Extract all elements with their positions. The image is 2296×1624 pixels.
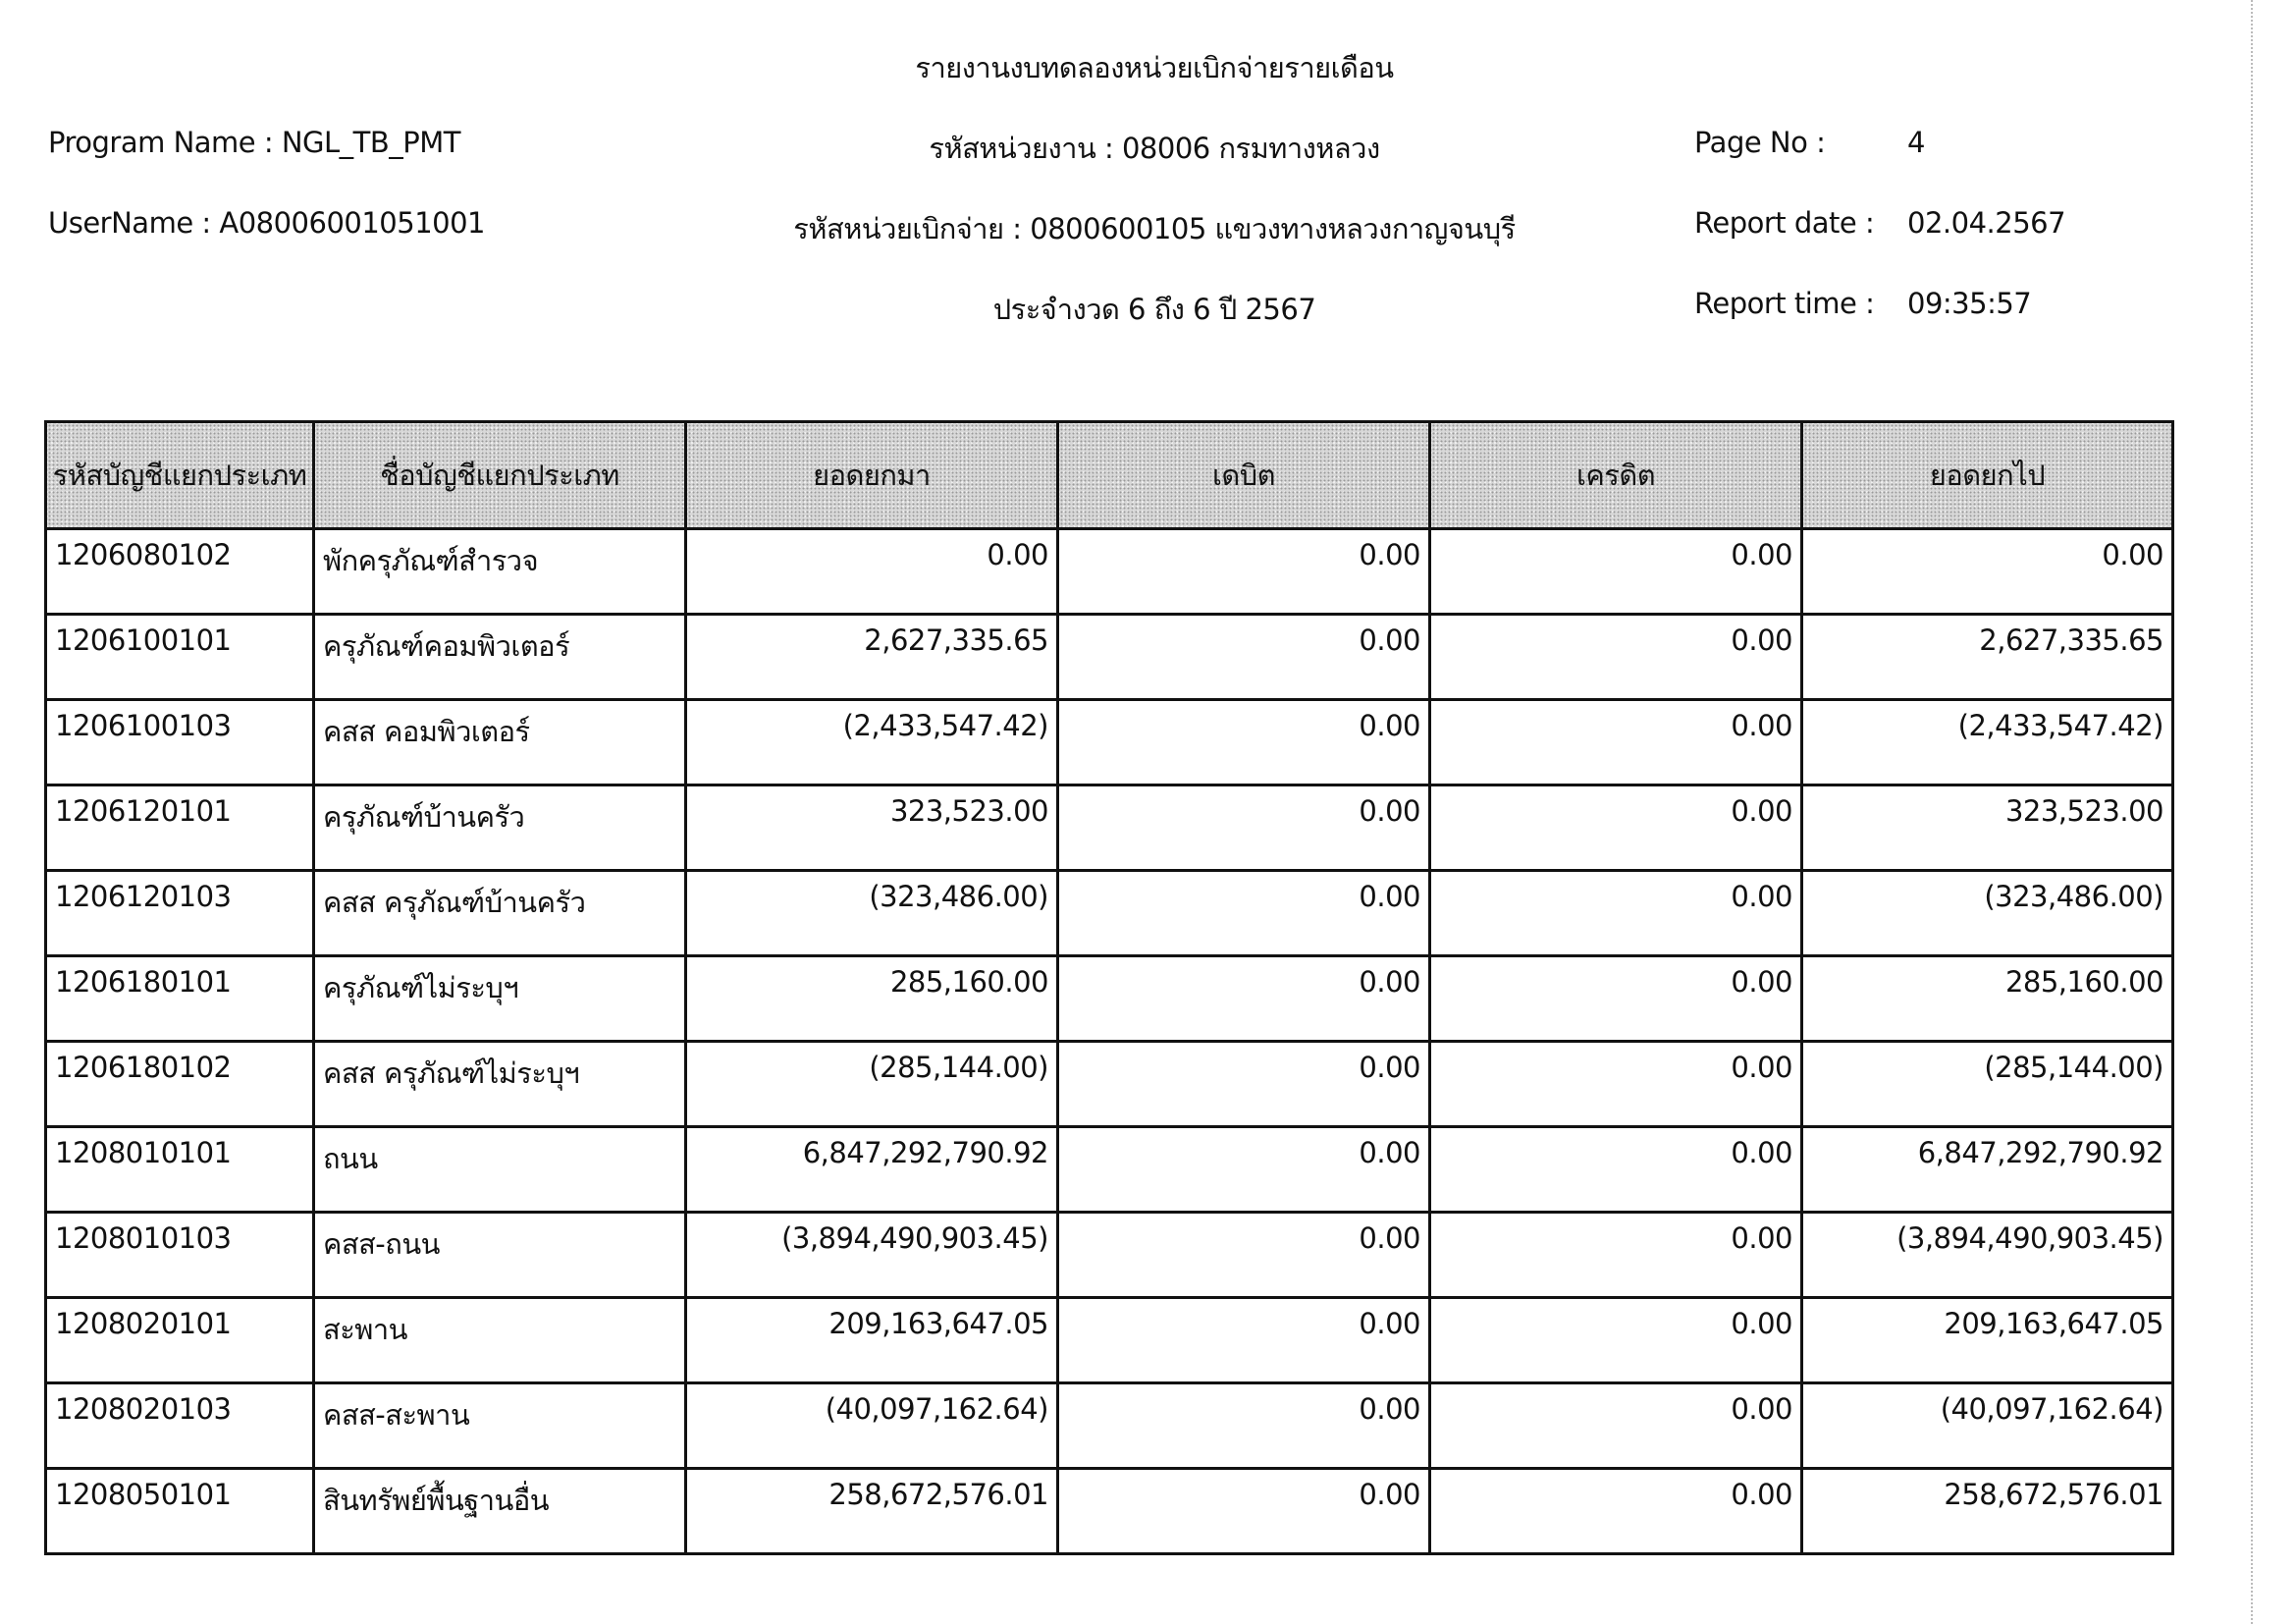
cell-debit: 0.00 — [1058, 956, 1430, 1042]
cell-account-name: พักครุภัณฑ์สำรวจ — [314, 529, 686, 615]
table-row — [46, 1469, 2173, 1554]
cell-account-code: 1206100101 — [46, 615, 314, 700]
program-name: Program Name : NGL_TB_PMT — [48, 126, 460, 159]
cell-closing-balance: 285,160.00 — [1802, 956, 2173, 1042]
table-row — [46, 529, 2173, 615]
cell-account-code: 1206180101 — [46, 956, 314, 1042]
page-no-value: 4 — [1907, 126, 1925, 159]
cell-credit: 0.00 — [1430, 1298, 1802, 1383]
cell-credit: 0.00 — [1430, 956, 1802, 1042]
table-row — [46, 700, 2173, 785]
cell-account-code: 1208050101 — [46, 1469, 314, 1554]
cell-opening-balance: 258,672,576.01 — [686, 1469, 1058, 1554]
cell-debit: 0.00 — [1058, 1042, 1430, 1127]
cell-account-code: 1208020101 — [46, 1298, 314, 1383]
cell-credit: 0.00 — [1430, 529, 1802, 615]
cell-credit: 0.00 — [1430, 700, 1802, 785]
table-row — [46, 871, 2173, 956]
cell-closing-balance: 2,627,335.65 — [1802, 615, 2173, 700]
cell-closing-balance: (2,433,547.42) — [1802, 700, 2173, 785]
cell-account-name: ถนน — [314, 1127, 686, 1213]
cell-account-code: 1208020103 — [46, 1383, 314, 1469]
report-date-value: 02.04.2567 — [1907, 206, 2066, 240]
cell-closing-balance: (323,486.00) — [1802, 871, 2173, 956]
cell-opening-balance: (3,894,490,903.45) — [686, 1213, 1058, 1298]
cell-debit: 0.00 — [1058, 700, 1430, 785]
cell-opening-balance: (40,097,162.64) — [686, 1383, 1058, 1469]
department-code: รหัสหน่วยงาน : 08006 กรมทางหลวง — [929, 132, 1380, 165]
table-row — [46, 1213, 2173, 1298]
cell-opening-balance: 0.00 — [686, 529, 1058, 615]
column-header-account-code: รหัสบัญชีแยกประเภท — [46, 422, 314, 529]
cell-account-name: ครุภัณฑ์คอมพิวเตอร์ — [314, 615, 686, 700]
cell-credit: 0.00 — [1430, 1042, 1802, 1127]
trial-balance-table — [44, 420, 2174, 1555]
cell-closing-balance: 0.00 — [1802, 529, 2173, 615]
cell-debit: 0.00 — [1058, 1213, 1430, 1298]
cell-closing-balance: (3,894,490,903.45) — [1802, 1213, 2173, 1298]
cell-account-name: สะพาน — [314, 1298, 686, 1383]
table-row — [46, 1383, 2173, 1469]
cell-account-code: 1206120103 — [46, 871, 314, 956]
cell-account-name: สินทรัพย์พื้นฐานอื่น — [314, 1469, 686, 1554]
disbursement-unit: รหัสหน่วยเบิกจ่าย : 0800600105 แขวงทางหลวงกาญจนบุรี — [793, 212, 1516, 245]
table-row — [46, 1127, 2173, 1213]
cell-account-name: คสส ครุภัณฑ์บ้านครัว — [314, 871, 686, 956]
cell-credit: 0.00 — [1430, 1469, 1802, 1554]
cell-closing-balance: (285,144.00) — [1802, 1042, 2173, 1127]
cell-account-name: คสส-ถนน — [314, 1213, 686, 1298]
cell-closing-balance: 6,847,292,790.92 — [1802, 1127, 2173, 1213]
cell-credit: 0.00 — [1430, 785, 1802, 871]
page-no-label: Page No : — [1694, 126, 1826, 159]
cell-debit: 0.00 — [1058, 529, 1430, 615]
cell-account-name: คสส-สะพาน — [314, 1383, 686, 1469]
cell-credit: 0.00 — [1430, 1127, 1802, 1213]
cell-opening-balance: 209,163,647.05 — [686, 1298, 1058, 1383]
column-header-opening-balance: ยอดยกมา — [686, 422, 1058, 529]
table-header-row — [46, 422, 2173, 529]
cell-opening-balance: 2,627,335.65 — [686, 615, 1058, 700]
cell-account-code: 1206180102 — [46, 1042, 314, 1127]
cell-account-name: ครุภัณฑ์บ้านครัว — [314, 785, 686, 871]
cell-debit: 0.00 — [1058, 615, 1430, 700]
table-row — [46, 1298, 2173, 1383]
cell-opening-balance: 323,523.00 — [686, 785, 1058, 871]
report-time-label: Report time : — [1694, 287, 1875, 320]
column-header-closing-balance: ยอดยกไป — [1802, 422, 2173, 529]
report-time-value: 09:35:57 — [1907, 287, 2032, 320]
cell-account-name: คสส คอมพิวเตอร์ — [314, 700, 686, 785]
report-date-label: Report date : — [1694, 206, 1875, 240]
table-row — [46, 615, 2173, 700]
table-row — [46, 956, 2173, 1042]
page-edge-divider — [2251, 0, 2253, 1624]
cell-debit: 0.00 — [1058, 1383, 1430, 1469]
cell-debit: 0.00 — [1058, 1298, 1430, 1383]
cell-account-code: 1206080102 — [46, 529, 314, 615]
table-row — [46, 785, 2173, 871]
cell-debit: 0.00 — [1058, 1127, 1430, 1213]
cell-account-name: ครุภัณฑ์ไม่ระบุฯ — [314, 956, 686, 1042]
column-header-credit: เครดิต — [1430, 422, 1802, 529]
cell-opening-balance: 285,160.00 — [686, 956, 1058, 1042]
cell-opening-balance: (285,144.00) — [686, 1042, 1058, 1127]
cell-closing-balance: 258,672,576.01 — [1802, 1469, 2173, 1554]
cell-credit: 0.00 — [1430, 1213, 1802, 1298]
column-header-debit: เดบิต — [1058, 422, 1430, 529]
cell-credit: 0.00 — [1430, 871, 1802, 956]
report-title: รายงานงบทดลองหน่วยเบิกจ่ายรายเดือน — [915, 51, 1394, 84]
cell-account-name: คสส ครุภัณฑ์ไม่ระบุฯ — [314, 1042, 686, 1127]
cell-opening-balance: 6,847,292,790.92 — [686, 1127, 1058, 1213]
cell-closing-balance: (40,097,162.64) — [1802, 1383, 2173, 1469]
cell-opening-balance: (323,486.00) — [686, 871, 1058, 956]
user-name: UserName : A08006001051001 — [48, 206, 486, 240]
cell-credit: 0.00 — [1430, 615, 1802, 700]
cell-debit: 0.00 — [1058, 785, 1430, 871]
cell-debit: 0.00 — [1058, 871, 1430, 956]
cell-credit: 0.00 — [1430, 1383, 1802, 1469]
column-header-account-name: ชื่อบัญชีแยกประเภท — [314, 422, 686, 529]
cell-account-code: 1208010101 — [46, 1127, 314, 1213]
cell-account-code: 1208010103 — [46, 1213, 314, 1298]
table-row — [46, 1042, 2173, 1127]
cell-account-code: 1206100103 — [46, 700, 314, 785]
report-period: ประจำงวด 6 ถึง 6 ปี 2567 — [992, 293, 1316, 326]
cell-closing-balance: 323,523.00 — [1802, 785, 2173, 871]
cell-account-code: 1206120101 — [46, 785, 314, 871]
cell-debit: 0.00 — [1058, 1469, 1430, 1554]
cell-opening-balance: (2,433,547.42) — [686, 700, 1058, 785]
cell-closing-balance: 209,163,647.05 — [1802, 1298, 2173, 1383]
